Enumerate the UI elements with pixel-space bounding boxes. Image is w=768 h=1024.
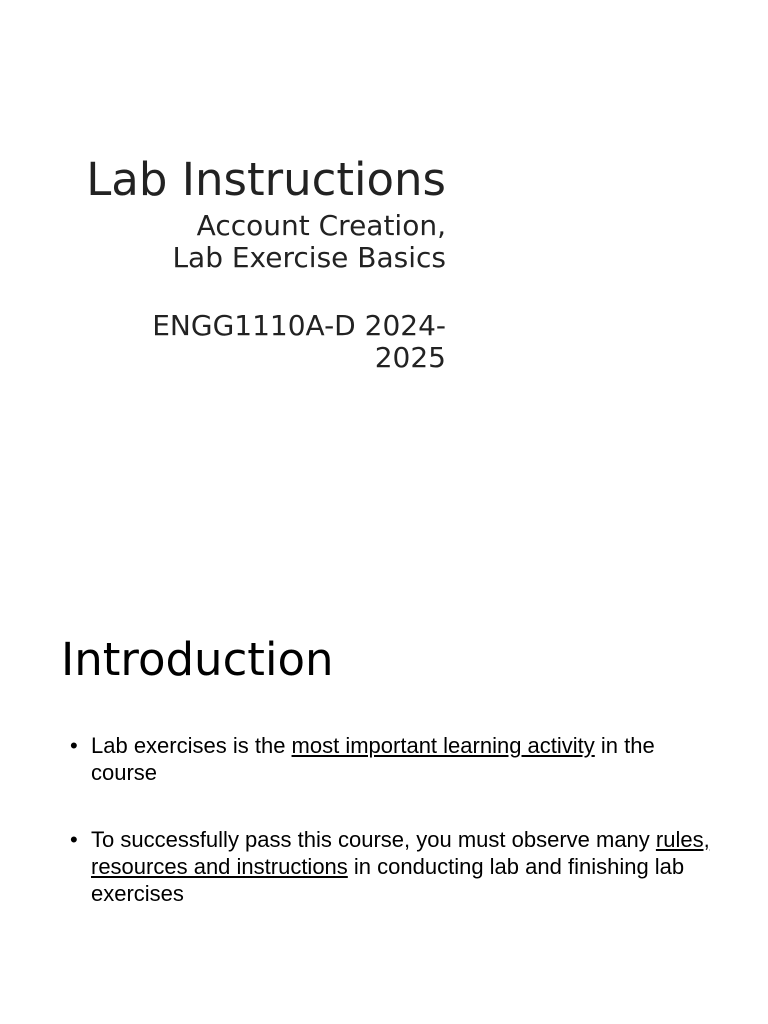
- course-code-line: ENGG1110A-D 2024-: [152, 309, 446, 342]
- course-code: [60, 310, 446, 374]
- bullet-text: To successfully pass this course, you must observe many: [91, 827, 656, 852]
- page-title: Lab Instructions: [86, 153, 446, 206]
- bullet-item: [70, 826, 710, 907]
- subtitle-line: Account Creation,: [196, 209, 446, 242]
- section-heading: Introduction: [61, 633, 334, 686]
- bullet-list: [70, 732, 710, 907]
- bullet-icon: •: [70, 733, 78, 758]
- bullet-text: in the course: [91, 733, 655, 785]
- title-slide: [60, 150, 446, 374]
- subtitle: [60, 210, 446, 274]
- underlined-text: most important learning activity: [291, 733, 595, 758]
- underlined-text: rules, resources and instructions: [91, 827, 710, 879]
- bullet-text: Lab exercises is the: [91, 733, 292, 758]
- bullet-text: in conducting lab and finishing lab exercises: [91, 854, 685, 906]
- bullet-item: [70, 732, 710, 786]
- bullet-icon: •: [70, 827, 78, 852]
- course-code-line: 2025: [374, 341, 446, 374]
- subtitle-line: Lab Exercise Basics: [172, 241, 446, 274]
